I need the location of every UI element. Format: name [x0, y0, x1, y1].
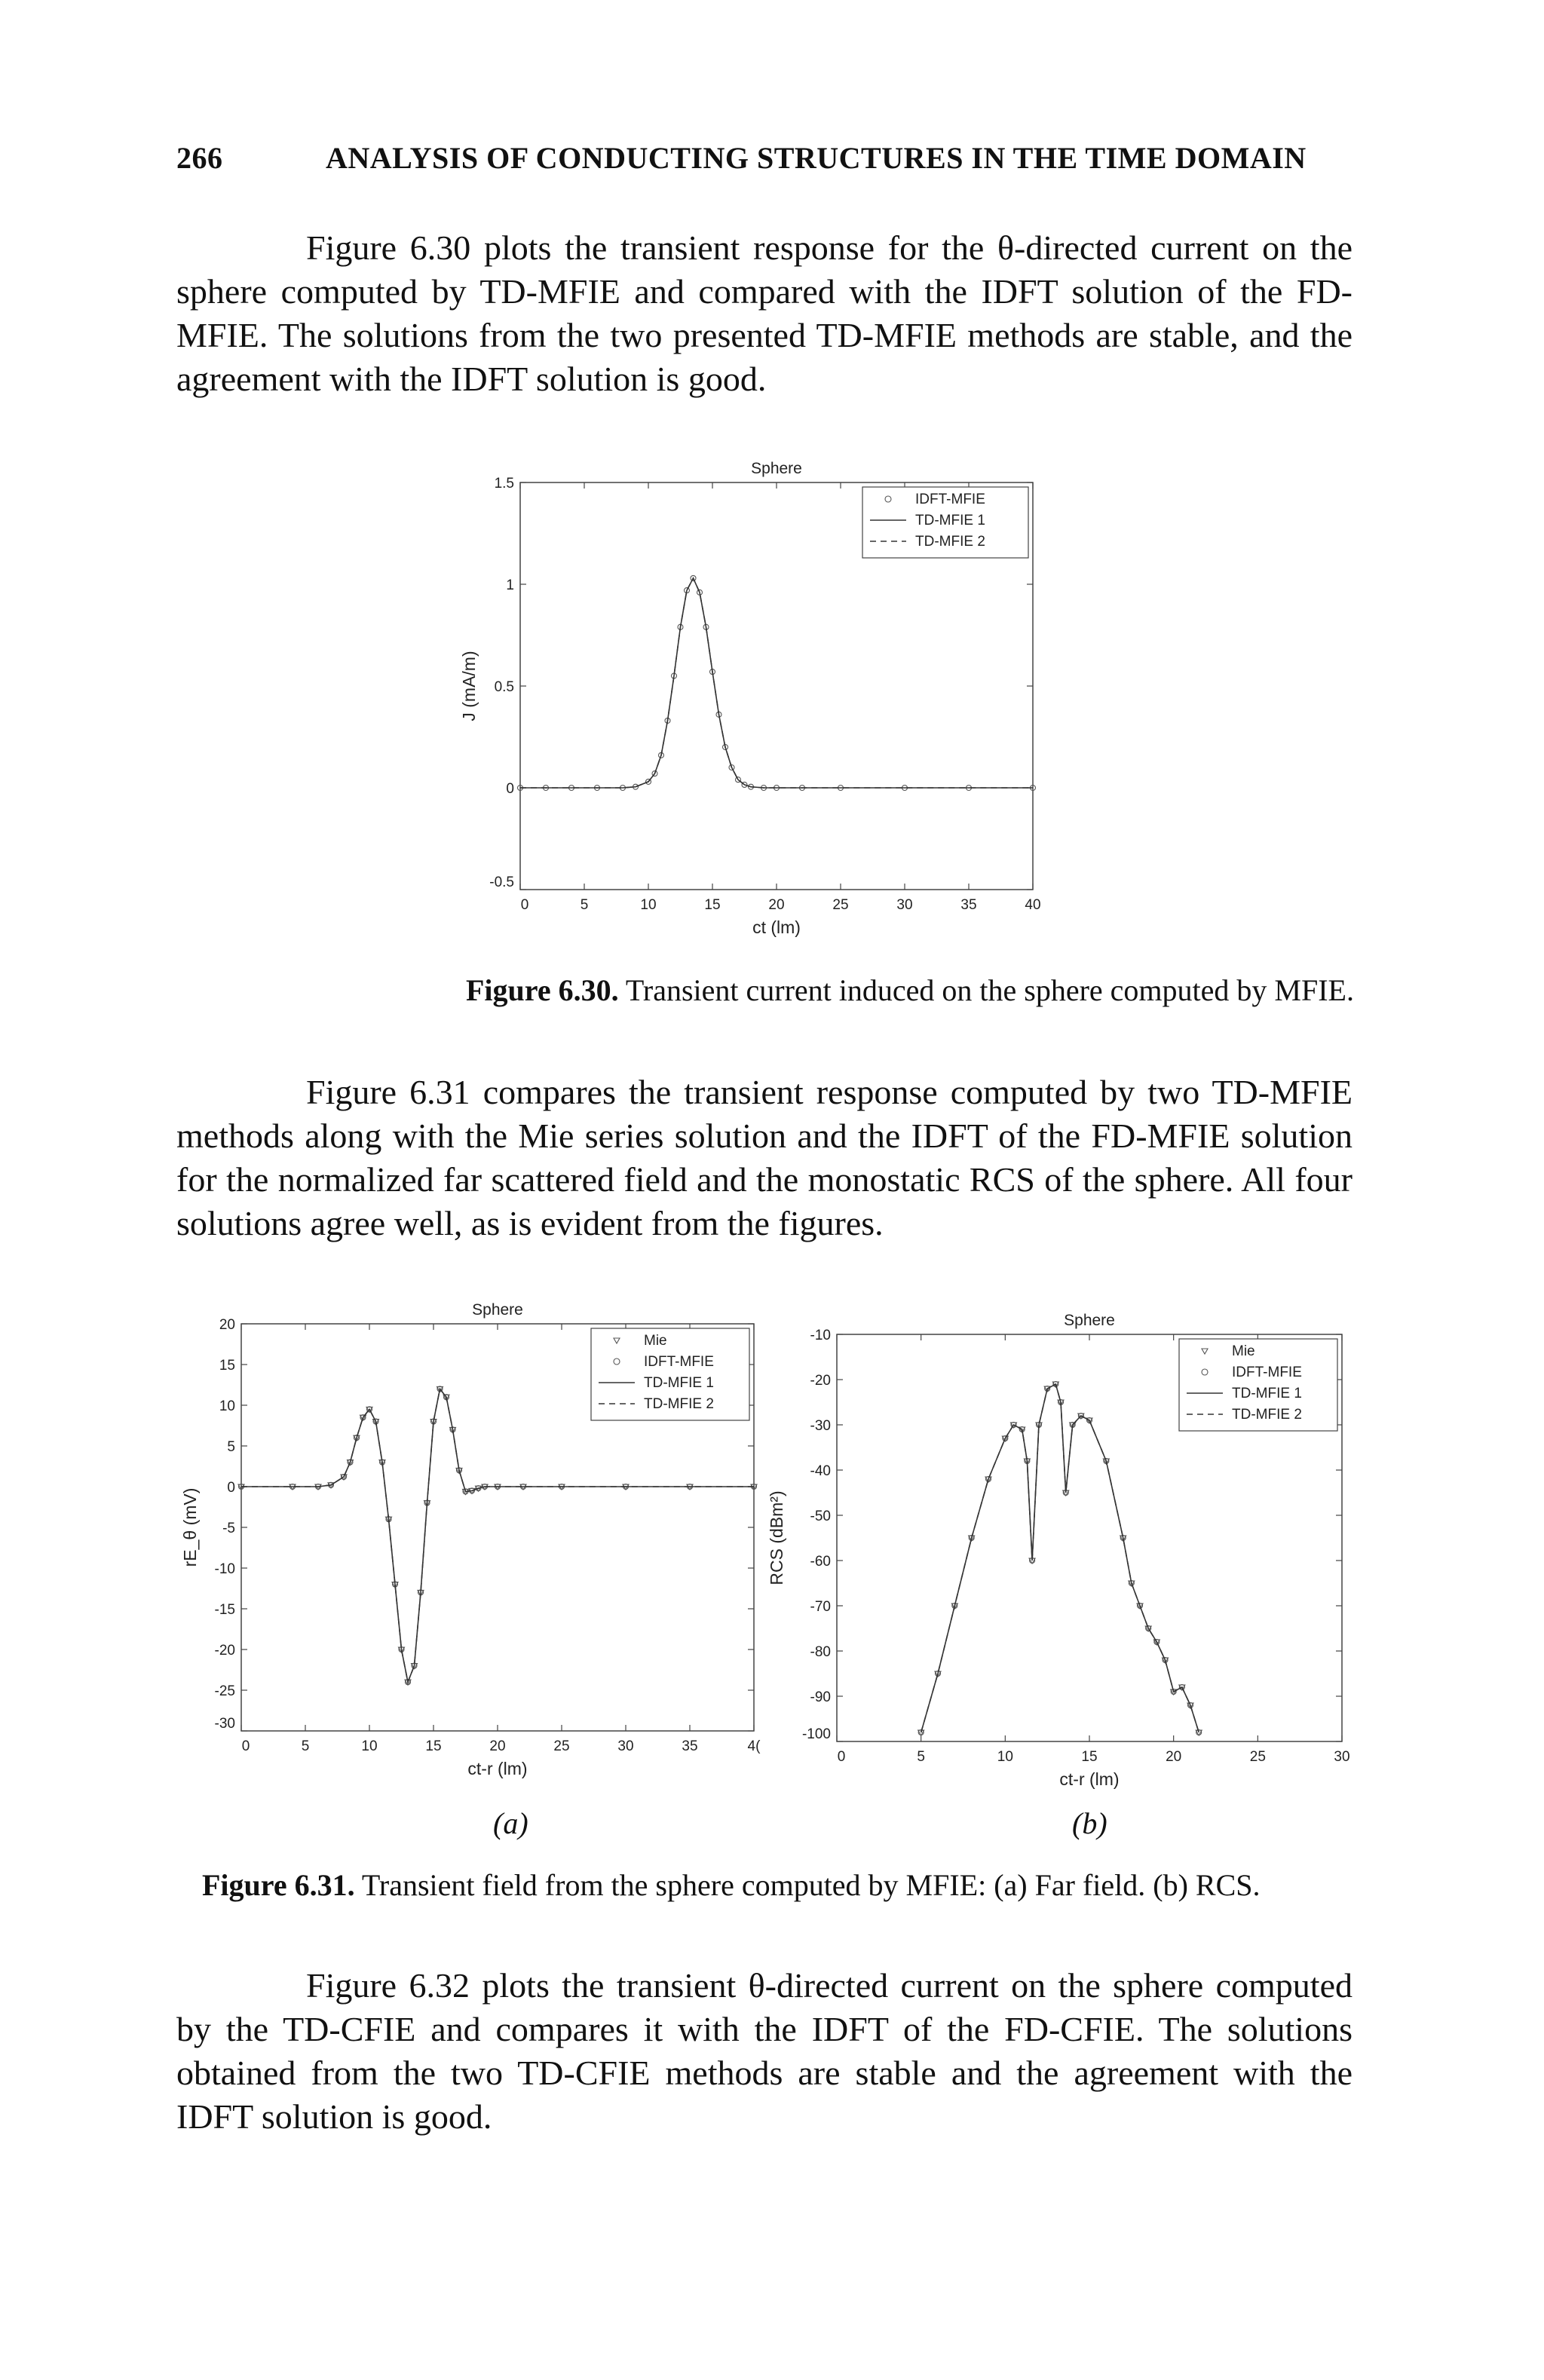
fig631b-ylabel: RCS (dBm²)	[767, 1490, 786, 1585]
fig631a-legend-label: TD-MFIE 1	[644, 1375, 714, 1391]
fig631b-y-tick-label: -90	[810, 1689, 831, 1705]
paragraph-3-text: Figure 6.32 plots the transient θ-directed current on the sphere computed by the TD-CFIE and compares it with the IDFT of the FD-CFIE. The solutions obtained from the two TD-CFIE methods are stable and the agreement with the IDFT solution is good.	[176, 1966, 1353, 2136]
fig630-x-tick-label: 20	[768, 897, 785, 913]
fig630-x-tick-label: 30	[896, 897, 913, 913]
figure-6-31a-chart	[173, 1282, 777, 1794]
fig631a-x-tick-label: 0	[241, 1738, 250, 1754]
fig631b-x-tick-label: 15	[1081, 1749, 1098, 1765]
figure-6-31-caption	[202, 1867, 1261, 1903]
fig630-y-tick-label: 1.5	[494, 476, 514, 492]
fig631b-series-line	[921, 1384, 1199, 1732]
fig631a-y-tick-label: -5	[222, 1521, 235, 1536]
fig631b-legend-label: TD-MFIE 1	[1232, 1386, 1302, 1401]
fig631b-y-tick-label: -40	[810, 1463, 831, 1479]
fig630-y-tick-label: -0.5	[489, 875, 514, 890]
fig631a-title: Sphere	[472, 1301, 523, 1319]
fig631a-x-tick-label: 25	[553, 1738, 570, 1754]
page-number: 266	[176, 141, 223, 175]
fig631b-legend-label: Mie	[1232, 1343, 1255, 1359]
fig631a-legend-label: Mie	[644, 1333, 667, 1349]
fig631a-y-tick-label: -20	[214, 1643, 235, 1659]
fig631a-y-tick-label: -25	[214, 1683, 235, 1699]
fig631a-y-tick-label: -15	[214, 1602, 235, 1618]
fig630-x-tick-label: 0	[520, 897, 529, 913]
fig631b-legend-label: IDFT-MFIE	[1232, 1365, 1302, 1380]
fig631b-x-tick-label: 25	[1249, 1749, 1266, 1765]
figure-6-30-label: Figure 6.30.	[466, 973, 619, 1007]
fig630-x-tick-label: 5	[580, 897, 589, 913]
fig630-x-tick-label: 10	[640, 897, 657, 913]
fig630-x-tick-label: 15	[704, 897, 721, 913]
fig631b-y-tick-label: -60	[810, 1554, 831, 1570]
subfigure-a-label: (a)	[493, 1806, 528, 1840]
fig631a-x-tick-label: 30	[617, 1738, 634, 1754]
fig631b-x-tick-label: 20	[1166, 1749, 1182, 1765]
figure-6-30-caption-text: Transient current induced on the sphere computed by MFIE.	[618, 973, 1354, 1007]
fig631a-series-line	[241, 1389, 754, 1682]
fig630-ylabel: J (mA/m)	[459, 651, 479, 721]
fig631a-y-tick-label: -10	[214, 1561, 235, 1577]
fig631a-y-tick-label: 5	[227, 1439, 235, 1455]
fig631b-legend-label: TD-MFIE 2	[1232, 1407, 1302, 1423]
fig631a-legend-label: TD-MFIE 2	[644, 1396, 714, 1412]
figure-6-31-caption-text: Transient field from the sphere computed by MFIE: (a) Far field. (b) RCS.	[354, 1868, 1261, 1902]
running-title: ANALYSIS OF CONDUCTING STRUCTURES IN THE TIME DOMAIN	[326, 141, 1307, 175]
fig630-title: Sphere	[751, 460, 802, 477]
fig631b-series-line	[921, 1384, 1199, 1732]
fig631a-y-tick-label: 0	[227, 1480, 235, 1496]
fig631b-x-tick-label: 0	[837, 1749, 846, 1765]
fig630-x-tick-label: 35	[960, 897, 977, 913]
fig630-y-tick-label: 0	[506, 781, 514, 797]
fig630-xlabel: ct (lm)	[752, 917, 801, 937]
paragraph-1	[176, 226, 1353, 401]
fig631b-x-tick-label: 30	[1334, 1749, 1350, 1765]
fig630-legend-label: IDFT-MFIE	[915, 492, 985, 507]
fig631a-y-tick-label: 20	[219, 1317, 235, 1333]
fig630-y-tick-label: 1	[506, 577, 514, 593]
figure-6-30-chart	[422, 445, 1086, 957]
fig631a-xlabel: ct-r (lm)	[467, 1759, 528, 1778]
fig630-series-line	[520, 578, 1033, 788]
fig631b-y-tick-label: -70	[810, 1599, 831, 1615]
paragraph-3	[176, 1964, 1353, 2139]
fig631b-y-tick-label: -100	[801, 1726, 831, 1742]
fig630-x-tick-label: 25	[832, 897, 849, 913]
fig630-x-tick-label: 40	[1025, 897, 1041, 913]
fig631a-x-tick-label: 20	[489, 1738, 506, 1754]
figure-6-31-label: Figure 6.31.	[202, 1868, 355, 1902]
fig631b-y-tick-label: -10	[810, 1328, 831, 1343]
fig631b-y-tick-label: -30	[810, 1418, 831, 1434]
fig631a-series-line	[241, 1389, 754, 1682]
fig630-legend-label: TD-MFIE 1	[915, 513, 985, 528]
fig631b-xlabel: ct-r (lm)	[1059, 1769, 1120, 1789]
fig631a-x-tick-label: 35	[682, 1738, 698, 1754]
figure-6-31b-chart	[754, 1297, 1365, 1794]
fig631b-y-tick-label: -20	[810, 1373, 831, 1389]
fig631b-y-tick-label: -50	[810, 1509, 831, 1524]
fig631b-x-tick-label: 10	[997, 1749, 1013, 1765]
paragraph-1-text: Figure 6.30 plots the transient response for the θ-directed current on the sphere computed by TD-MFIE and compared with the IDFT solution of the FD-MFIE. The solutions from the two presented TD-MFIE methods are stable, and the agreement with the IDFT solution is good.	[176, 228, 1353, 398]
fig630-series-line	[520, 578, 1033, 788]
fig631b-title: Sphere	[1064, 1312, 1115, 1329]
fig631a-ylabel: rE_θ (mV)	[180, 1487, 200, 1567]
fig631a-x-tick-label: 10	[361, 1738, 378, 1754]
paragraph-2	[176, 1071, 1353, 1245]
page-header	[176, 140, 1307, 176]
fig631a-y-tick-label: 10	[219, 1398, 235, 1414]
figure-6-30-caption	[466, 973, 1354, 1008]
fig631a-x-tick-label: 4(	[747, 1738, 761, 1754]
fig631a-legend-label: IDFT-MFIE	[644, 1354, 714, 1370]
fig630-legend-label: TD-MFIE 2	[915, 534, 985, 550]
fig631a-x-tick-label: 5	[301, 1738, 310, 1754]
fig631a-x-tick-label: 15	[425, 1738, 442, 1754]
paragraph-2-text: Figure 6.31 compares the transient response computed by two TD-MFIE methods along with the Mie series solution and the IDFT of the FD-MFIE solution for the normalized far scattered field and the monostatic RCS of the sphere. All four solutions agree well, as is evident from the figures.	[176, 1073, 1353, 1242]
fig630-y-tick-label: 0.5	[494, 679, 514, 695]
subfigure-b-label: (b)	[1072, 1806, 1107, 1840]
fig631b-x-tick-label: 5	[917, 1749, 925, 1765]
fig631b-y-tick-label: -80	[810, 1644, 831, 1660]
fig631a-y-tick-label: 15	[219, 1358, 235, 1374]
fig631a-y-tick-label: -30	[214, 1716, 235, 1732]
